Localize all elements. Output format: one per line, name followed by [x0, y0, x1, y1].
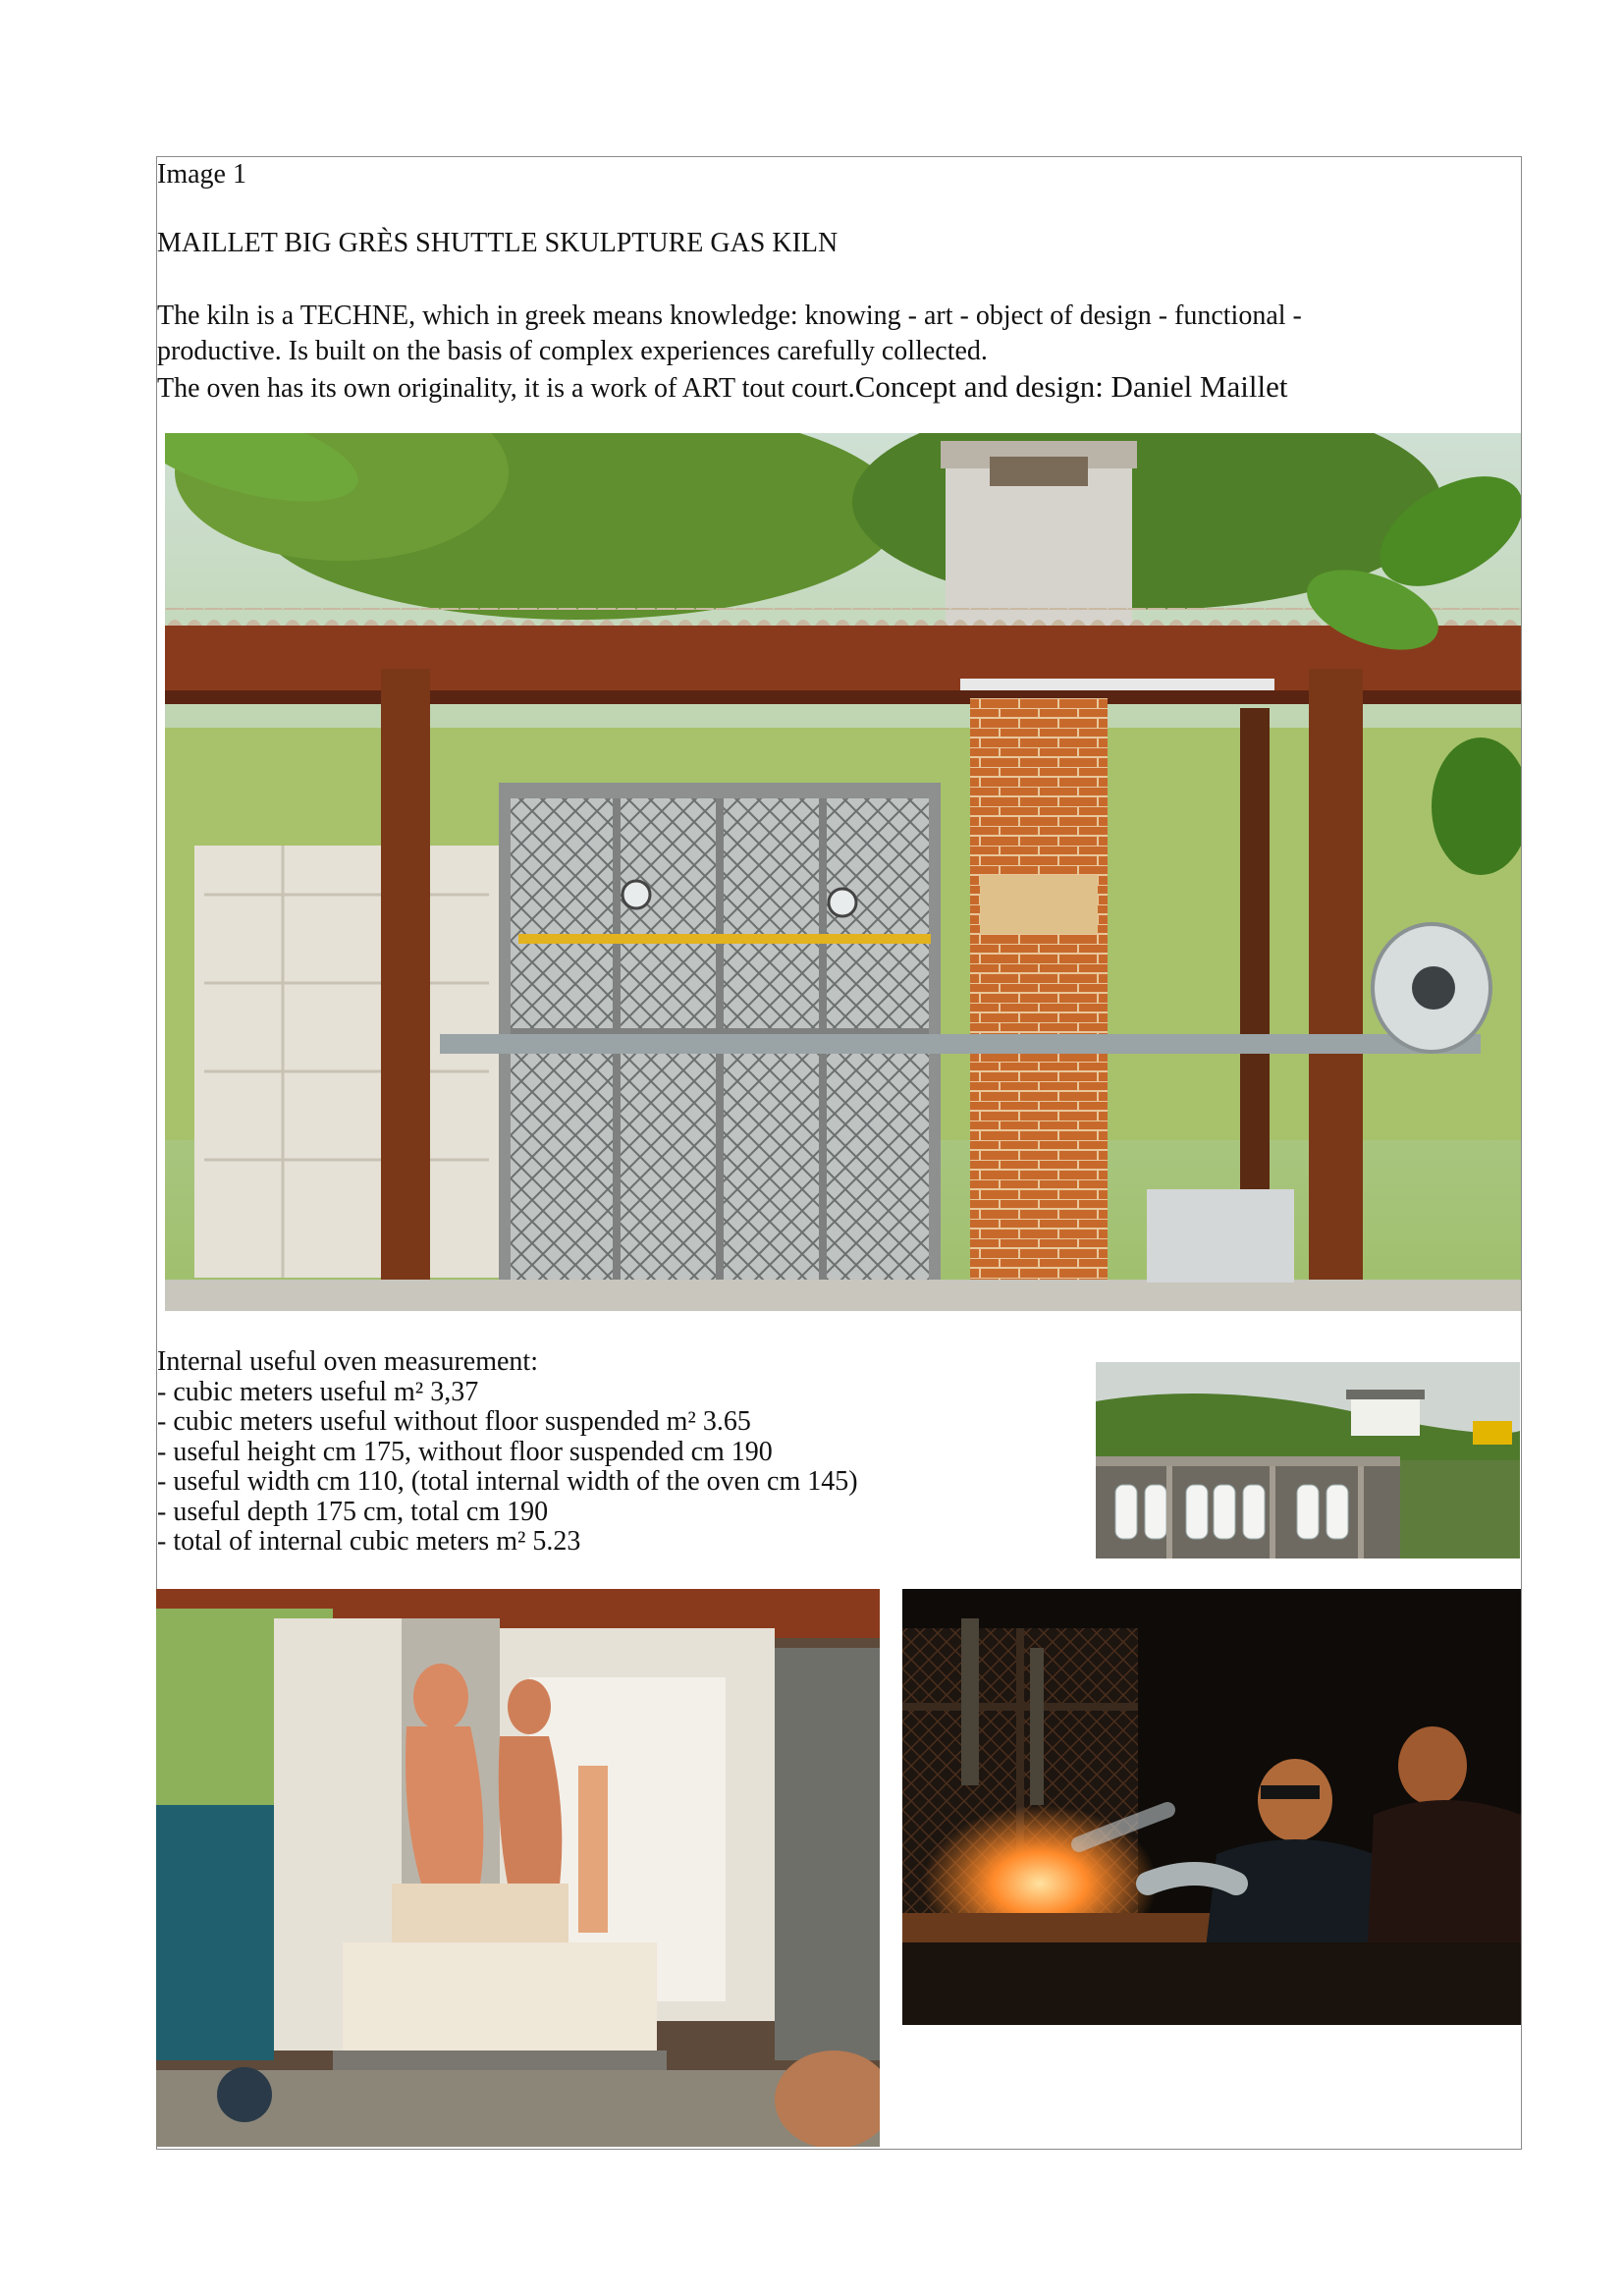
intro-line-3-text: The oven has its own originality, it is a work of ART tout court. [157, 373, 855, 404]
kiln-shed-photo [165, 433, 1521, 1311]
measurements-block [157, 1347, 858, 1558]
page-title: MAILLET BIG GRÈS SHUTTLE SKULPTURE GAS KILN [157, 228, 839, 258]
measurements-heading: Internal useful oven measurement: [157, 1346, 538, 1377]
kiln-firing-photo [902, 1589, 1521, 2025]
gas-cylinders-photo [1096, 1362, 1520, 1558]
sculpture-kiln-photo [156, 1589, 880, 2147]
intro-line-3 [157, 369, 1287, 407]
measurement-item: - useful depth 175 cm, total cm 190 [157, 1496, 549, 1527]
measurement-item: - total of internal cubic meters m² 5.23 [157, 1526, 581, 1557]
measurement-item: - useful height cm 175, without floor suspended cm 190 [157, 1436, 773, 1467]
intro-line-2: productive. Is built on the basis of complex experiences carefully collected. [157, 336, 988, 366]
intro-line-1: The kiln is a TECHNE, which in greek means knowledge: knowing - art - object of design - functional - [157, 301, 1302, 331]
measurement-item: - useful width cm 110, (total internal width of the oven cm 145) [157, 1466, 858, 1497]
measurement-item: - cubic meters useful without floor suspended m² 3.65 [157, 1406, 751, 1437]
design-credit: Concept and design: Daniel Maillet [854, 369, 1288, 404]
measurement-item: - cubic meters useful m² 3,37 [157, 1376, 479, 1407]
image-label: Image 1 [157, 159, 246, 190]
